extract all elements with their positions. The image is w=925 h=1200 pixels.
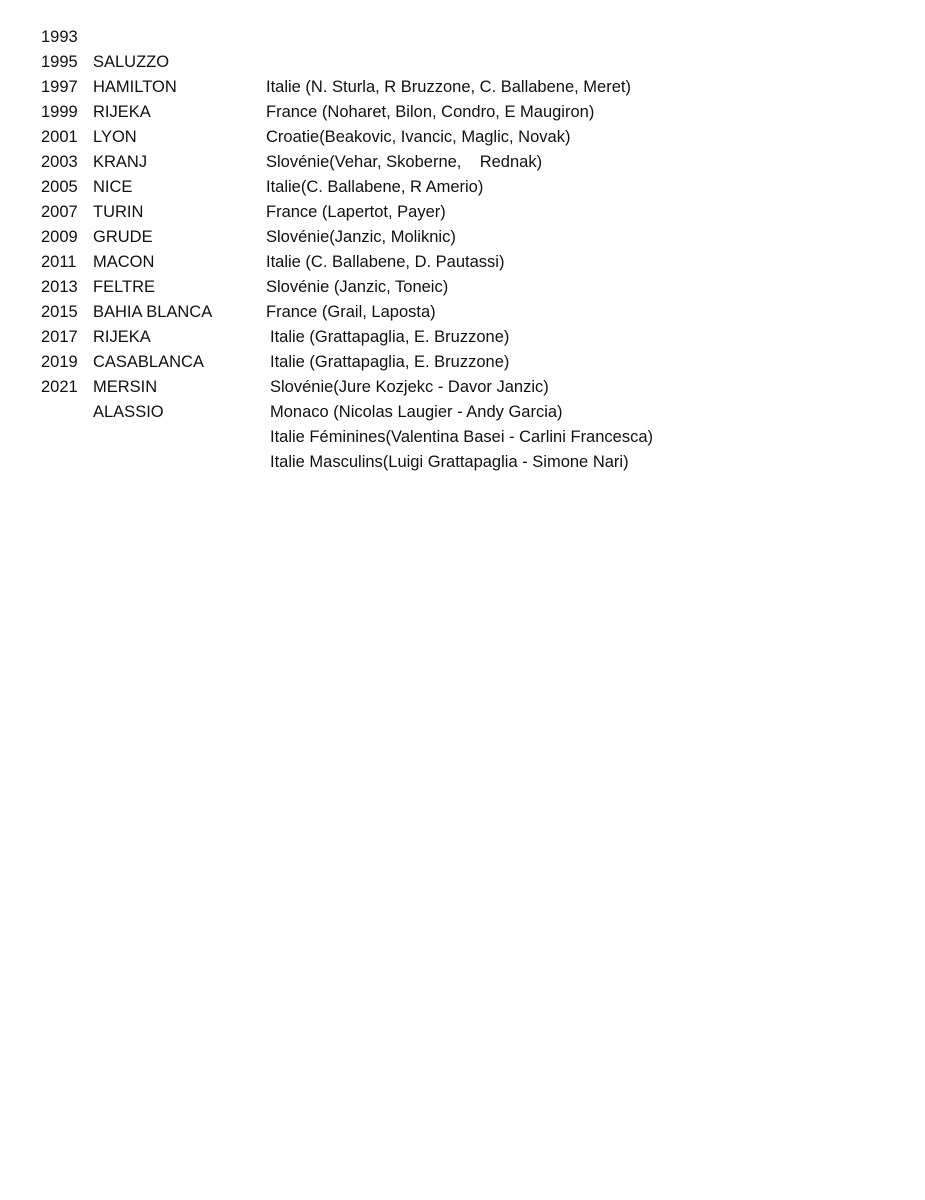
winner: Monaco (Nicolas Laugier - Andy Garcia) — [270, 403, 563, 421]
year: 2017 — [41, 328, 78, 346]
city: NICE — [93, 178, 133, 196]
year: 2021 — [41, 378, 78, 396]
winner: France (Noharet, Bilon, Condro, E Maugiron) — [266, 103, 595, 121]
city: ALASSIO — [93, 403, 164, 421]
city: HAMILTON — [93, 78, 177, 96]
city: RIJEKA — [93, 103, 151, 121]
year: 1993 — [41, 28, 78, 46]
winner: Italie Masculins(Luigi Grattapaglia - Simone Nari) — [270, 453, 629, 471]
year: 2005 — [41, 178, 78, 196]
city: MERSIN — [93, 378, 158, 396]
year: 2007 — [41, 203, 78, 221]
year: 2011 — [41, 253, 77, 271]
city: TURIN — [93, 203, 144, 221]
year: 1997 — [41, 78, 78, 96]
year: 2019 — [41, 353, 78, 371]
winner: France (Lapertot, Payer) — [266, 203, 446, 221]
year: 1999 — [41, 103, 78, 121]
city: CASABLANCA — [93, 353, 204, 371]
winner: Italie (C. Ballabene, D. Pautassi) — [266, 253, 505, 271]
city: RIJEKA — [93, 328, 151, 346]
winner: Italie (Grattapaglia, E. Bruzzone) — [270, 328, 510, 346]
winner: Slovénie(Vehar, Skoberne, Rednak) — [266, 153, 543, 171]
city: KRANJ — [93, 153, 148, 171]
results-list — [0, 0, 925, 471]
winner: Italie(C. Ballabene, R Amerio) — [266, 178, 484, 196]
city: MACON — [93, 253, 155, 271]
city: FELTRE — [93, 278, 156, 296]
winner: Italie Féminines(Valentina Basei - Carlini Francesca) — [270, 428, 654, 446]
year: 2015 — [41, 303, 78, 321]
city: SALUZZO — [93, 53, 170, 71]
winner: France (Grail, Laposta) — [266, 303, 436, 321]
year: 2013 — [41, 278, 78, 296]
winner: Slovénie (Janzic, Toneic) — [266, 278, 449, 296]
winner: Slovénie(Jure Kozjekc - Davor Janzic) — [270, 378, 549, 396]
winner: Slovénie(Janzic, Moliknic) — [266, 228, 456, 246]
year: 2009 — [41, 228, 78, 246]
year: 2001 — [41, 128, 78, 146]
city: GRUDE — [93, 228, 153, 246]
city: BAHIA BLANCA — [93, 303, 213, 321]
year: 2003 — [41, 153, 78, 171]
winner: Italie (Grattapaglia, E. Bruzzone) — [270, 353, 510, 371]
city: LYON — [93, 128, 137, 146]
winner: Italie (N. Sturla, R Bruzzone, C. Ballabene, Meret) — [266, 78, 631, 96]
winner: Croatie(Beakovic, Ivancic, Maglic, Novak) — [266, 128, 571, 146]
year: 1995 — [41, 53, 78, 71]
